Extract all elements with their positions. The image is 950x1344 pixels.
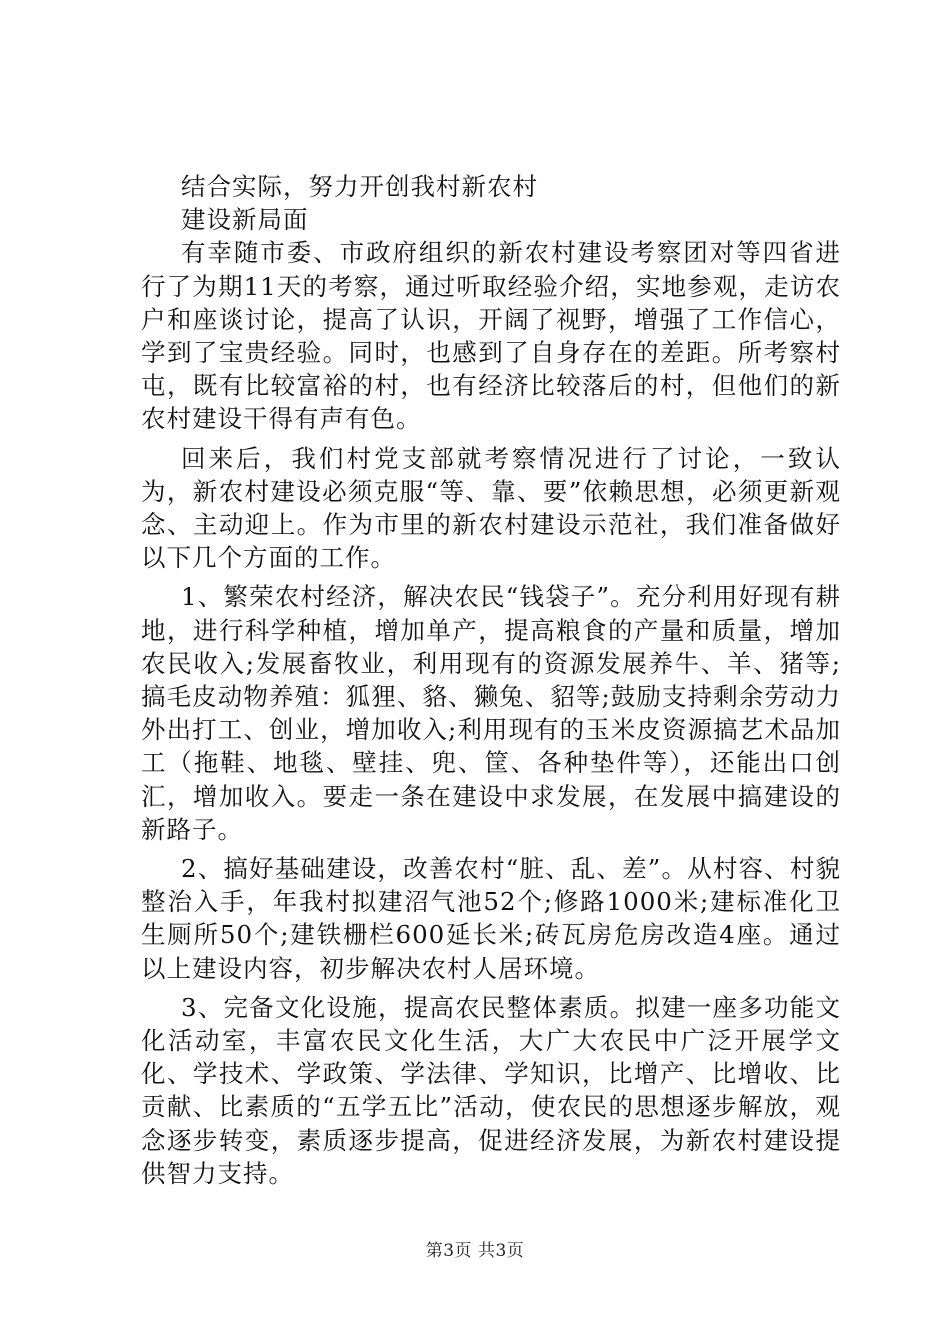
paragraph-item-3: 3、完备文化设施，提高农民整体素质。拟建一座多功能文化活动室，丰富农民文化生活，大广大农民中广泛开展学文化、学技术、学政策、学法律、学知识，比增产、比增收、比贡献、比素质的“五学五比”活动，使农民的思想逐步解放，观念逐步转变，素质逐步提高，促进经济发展，为新农村建设提供智力支持。 [141,992,841,1188]
page-footer [0,1241,950,1261]
paragraph-discussion: 回来后，我们村党支部就考察情况进行了讨论，一致认为，新农村建设必须克服“等、靠、要”依赖思想，必须更新观念、主动迎上。作为市里的新农村建设示范社，我们准备做好以下几个方面的工作。 [141,443,841,573]
paragraph-item-1: 1、繁荣农村经济，解决农民“钱袋子”。充分利用好现有耕地，进行科学种植，增加单产，提高粮食的产量和质量，增加农民收入;发展畜牧业，利用现有的资源发展养牛、羊、猪等;搞毛皮动物养殖：狐狸、貉、獭兔、貂等;鼓励支持剩余劳动力外出打工、创业，增加收入;利用现有的玉米皮资源搞艺术品加工（拖鞋、地毯、壁挂、兜、筐、各种垫件等），还能出口创汇，增加收入。要走一条在建设中求发展，在发展中搞建设的新路子。 [141,582,841,844]
paragraph-item-2: 2、搞好基础建设，改善农村“脏、乱、差”。从村容、村貌整治入手，年我村拟建沼气池52个;修路1000米;建标准化卫生厕所50个;建铁栅栏600延长米;砖瓦房危房改造4座。通过以上建设内容，初步解决农村人居环境。 [141,854,841,983]
document-title-line-2: 建设新局面 [181,205,309,235]
document-body [141,170,841,1190]
paragraph-intro: 有幸随市委、市政府组织的新农村建设考察团对等四省进行了为期11天的考察，通过听取经验介绍，实地参观，走访农户和座谈讨论，提高了认识，开阔了视野，增强了工作信心，学到了宝贵经验。同时，也感到了自身存在的差距。所考察村屯，既有比较富裕的村，也有经济比较落后的村，但他们的新农村建设干得有声有色。 [141,238,841,434]
document-title-line-1: 结合实际，努力开创我村新农村 [181,172,538,201]
page-number: 第3页 共3页 [425,1241,525,1261]
